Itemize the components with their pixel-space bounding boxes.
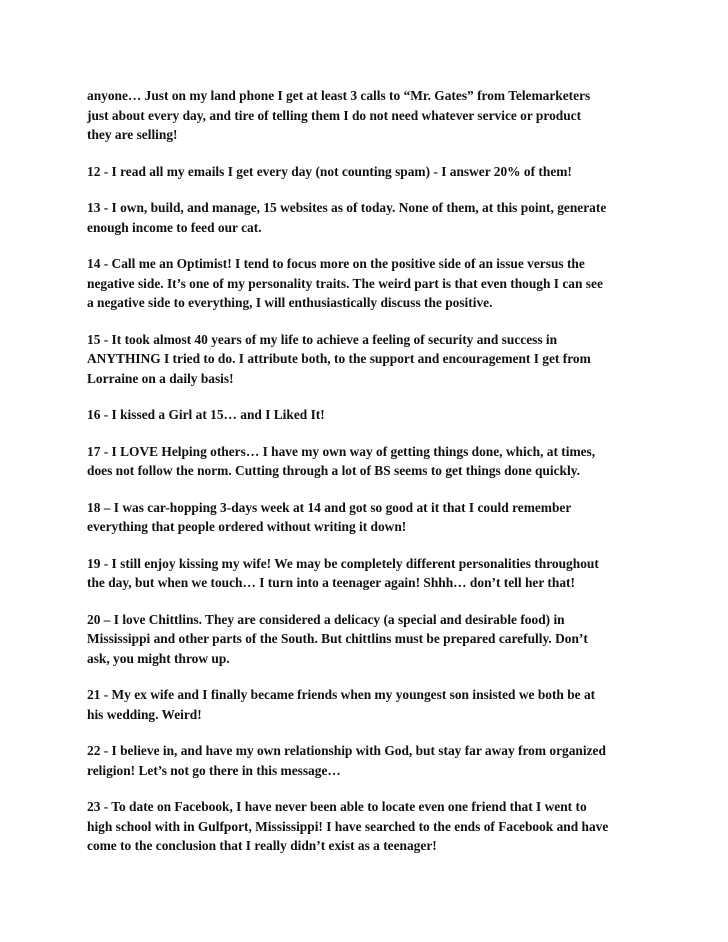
paragraph-item-21: 21 - My ex wife and I finally became friends when my youngest son insisted we both be at his wedding. Weird! [87,687,596,722]
paragraph-item-23: 23 - To date on Facebook, I have never been able to locate even one friend that I went to high school with in Gulfport, Mississippi! I have searched to the ends of Facebook and have come to the conclusion that I really didn’t exist as a teenager! [87,799,609,853]
paragraph-item-16: 16 - I kissed a Girl at 15… and I Liked It! [87,407,325,422]
paragraph-item-14: 14 - Call me an Optimist! I tend to focus more on the positive side of an issue versus the negative side. It’s one of my personality traits. The weird part is that even though I can see a negative side to everything, I will enthusiastically discuss the positive. [87,256,603,310]
paragraph-item-13: 13 - I own, build, and manage, 15 websites as of today. None of them, at this point, generate enough income to feed our cat. [87,200,607,235]
document-body [87,86,647,873]
paragraph-item-20: 20 – I love Chittlins. They are considered a delicacy (a special and desirable food) in Mississippi and other parts of the South. But chittlins must be prepared carefully. Don’t ask, you might throw up. [87,611,588,666]
paragraph-continuation: anyone… Just on my land phone I get at least 3 calls to “Mr. Gates” from Telemarketers just about every day, and tire of telling them I do not need whatever service or product they are selling! [87,88,591,142]
paragraph-item-18: 18 – I was car-hopping 3-days week at 14 and got so good at it that I could remember everything that people ordered without writing it down! [87,499,572,534]
paragraph-item-19: 19 - I still enjoy kissing my wife! We may be completely different personalities throughout the day, but when we touch… I turn into a teenager again! Shhh… don’t tell her that! [87,555,599,590]
paragraph-item-22: 22 - I believe in, and have my own relationship with God, but stay far away from organized religion! Let’s not go there in this message… [87,743,606,778]
paragraph-item-15: 15 - It took almost 40 years of my life to achieve a feeling of security and success in ANYTHING I tried to do. I attribute both, to the support and encouragement I get from Lorraine on a daily basis! [87,331,591,386]
paragraph-item-12: 12 - I read all my emails I get every day (not counting spam) - I answer 20% of them! [87,163,572,179]
paragraph-item-17: 17 - I LOVE Helping others… I have my own way of getting things done, which, at times, does not follow the norm. Cutting through a lot of BS seems to get things done quickly. [87,443,596,478]
